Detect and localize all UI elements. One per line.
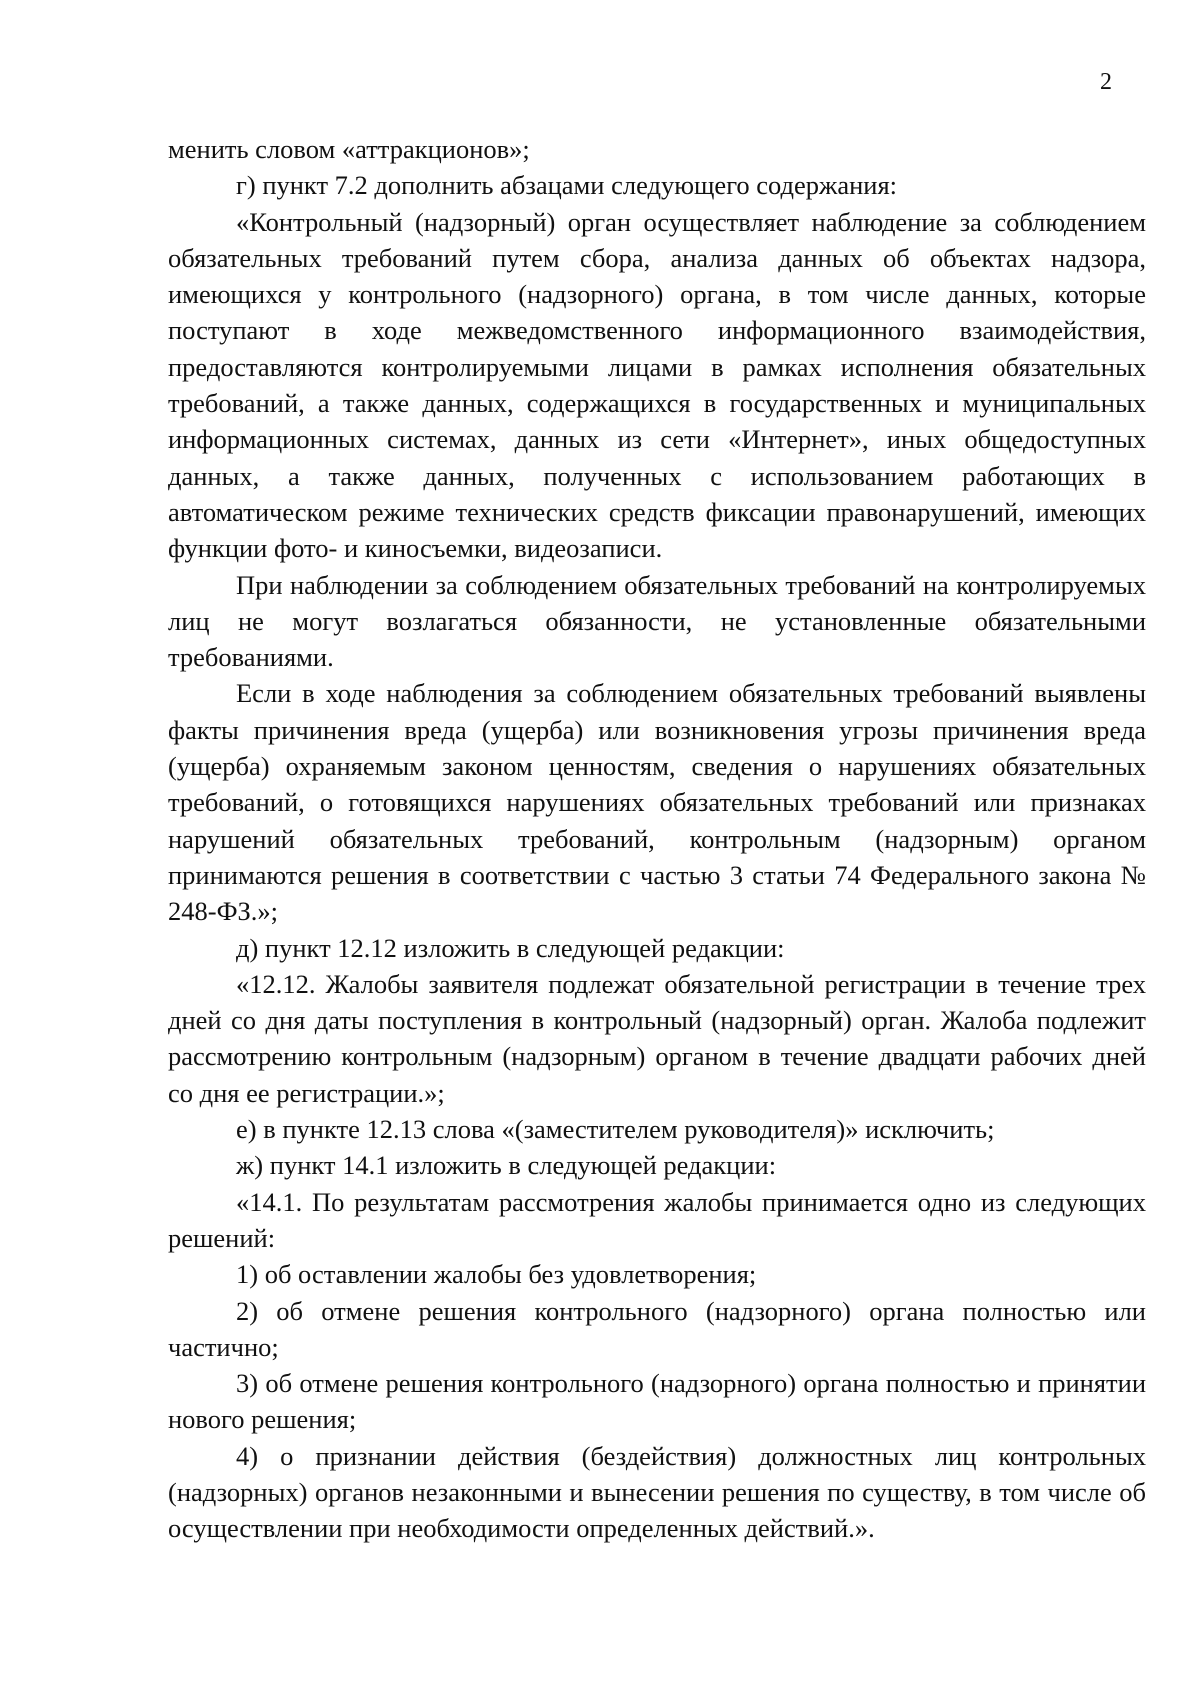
paragraph-item-e: е) в пункте 12.13 слова «(заместителем руководителя)» исключить;: [236, 1114, 995, 1145]
paragraph-item-d: д) пункт 12.12 изложить в следующей редакции:: [236, 932, 785, 963]
paragraph-decision-1: 1) об оставлении жалобы без удовлетворения;: [236, 1259, 757, 1290]
paragraph-no-extra-obligations: При наблюдении за соблюдением обязательных требований на контролируемых лиц не могут возлагаться обязанности, не установленные обязательными требованиями.: [168, 569, 1146, 673]
paragraph-continuation: менить словом «аттракционов»;: [168, 134, 530, 164]
paragraph-clause-14-1: «14.1. По результатам рассмотрения жалобы принимается одно из следующих решений:: [168, 1186, 1146, 1253]
document-body: [168, 131, 1146, 1547]
paragraph-item-g: г) пункт 7.2 дополнить абзацами следующего содержания:: [236, 170, 898, 201]
page-number: 2: [1100, 69, 1112, 95]
paragraph-decision-4: 4) о признании действия (бездействия) должностных лиц контрольных (надзорных) органов незаконными и вынесении решения по существу, в том числе об осуществлении при необходимости определенных действий.».: [168, 1440, 1146, 1544]
paragraph-violations-found: Если в ходе наблюдения за соблюдением обязательных требований выявлены факты причинения вреда (ущерба) или возникновения угрозы причинения вреда (ущерба) охраняемым законом ценностям, сведения о нарушениях обязательных требований, о готовящихся нарушениях обязательных требований или признаках нарушений обязательных требований, контрольным (надзорным) органом принимаются решения в соответствии с частью 3 статьи 74 Федерального закона № 248-ФЗ.»;: [168, 678, 1146, 927]
paragraph-item-zh: ж) пункт 14.1 изложить в следующей редакции:: [236, 1150, 777, 1181]
paragraph-observation-definition: «Контрольный (надзорный) орган осуществляет наблюдение за соблюдением обязательных требований путем сбора, анализа данных об объектах надзора, имеющихся у контрольного (надзорного) органа, в том числе данных, которые поступают в ходе межведомственного информационного взаимодействия, предоставляются контролируемыми лицами в рамках исполнения обязательных требований, а также данных, содержащихся в государственных и муниципальных информационных системах, данных из сети «Интернет», иных общедоступных данных, а также данных, полученных с использованием работающих в автоматическом режиме технических средств фиксации правонарушений, имеющих функции фото- и киносъемки, видеозаписи.: [168, 206, 1146, 564]
paragraph-decision-3: 3) об отмене решения контрольного (надзорного) органа полностью и принятии нового решения;: [168, 1368, 1146, 1435]
paragraph-clause-12-12: «12.12. Жалобы заявителя подлежат обязательной регистрации в течение трех дней со дня даты поступления в контрольный (надзорный) орган. Жалоба подлежит рассмотрению контрольным (надзорным) органом в течение двадцати рабочих дней со дня ее регистрации.»;: [168, 968, 1146, 1108]
paragraph-decision-2: 2) об отмене решения контрольного (надзорного) органа полностью или частично;: [168, 1295, 1146, 1362]
